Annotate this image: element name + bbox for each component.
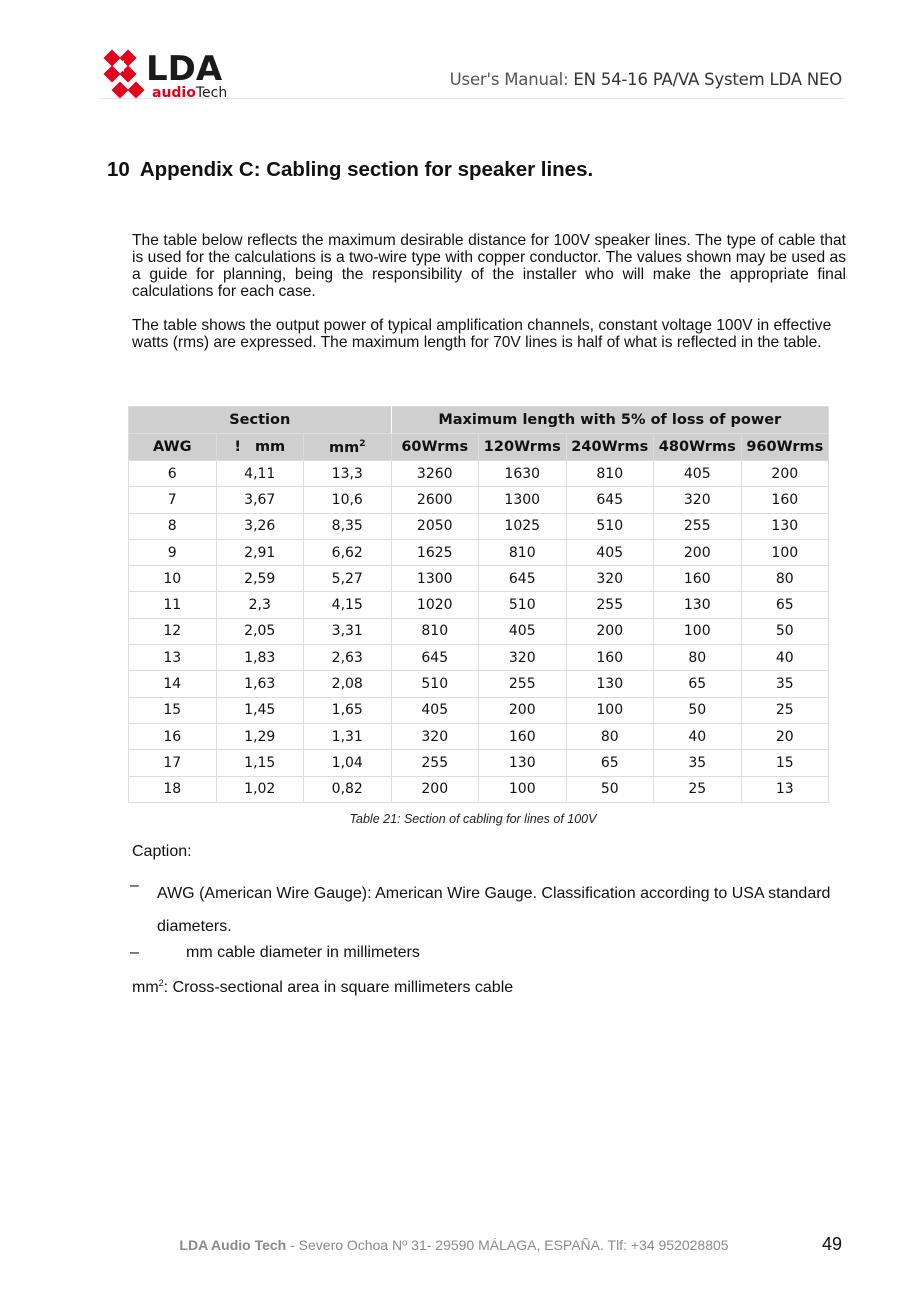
table-cell: 200	[654, 539, 742, 565]
table-cell: 2600	[391, 487, 479, 513]
table-cell: 18	[129, 776, 217, 802]
table-cell: 255	[654, 513, 742, 539]
power-column-header: 960Wrms	[741, 434, 829, 461]
table-cell: 810	[479, 539, 567, 565]
table-cell: 1630	[479, 461, 567, 487]
table-cell: 645	[391, 645, 479, 671]
table-body	[129, 461, 829, 803]
table-cell: 9	[129, 539, 217, 565]
area-unit: mm	[329, 439, 360, 456]
table-cell: 80	[566, 723, 654, 749]
table-cell: 1,04	[304, 750, 392, 776]
table-cell: 25	[654, 776, 742, 802]
power-column-header: 480Wrms	[654, 434, 742, 461]
table-cell: 16	[129, 723, 217, 749]
table-cell: 255	[391, 750, 479, 776]
table-cell: 405	[391, 697, 479, 723]
table-cell: 15	[129, 697, 217, 723]
table-column-header-row	[129, 434, 829, 461]
table-cell: 14	[129, 671, 217, 697]
table-cell: 65	[654, 671, 742, 697]
table-cell: 810	[566, 461, 654, 487]
area-column-header	[304, 434, 392, 461]
table-cell: 100	[741, 539, 829, 565]
table-cell: 320	[479, 645, 567, 671]
power-column-header: 60Wrms	[391, 434, 479, 461]
max-length-group-header: Maximum length with 5% of loss of power	[391, 407, 829, 434]
table-cell: 11	[129, 592, 217, 618]
table-cell: 35	[741, 671, 829, 697]
table-cell: 17	[129, 750, 217, 776]
table-cell: 6,62	[304, 539, 392, 565]
table-cell: 1,29	[216, 723, 304, 749]
table-cell: 40	[741, 645, 829, 671]
table-cell: 2,3	[216, 592, 304, 618]
legend-mm2-superscript: 2	[158, 978, 164, 988]
table-cell: 1,15	[216, 750, 304, 776]
document-title	[450, 70, 842, 89]
table-cell: 1300	[391, 566, 479, 592]
legend-mm2-text: : Cross-sectional area in square millimeters cable	[163, 979, 514, 996]
diameter-unit: mm	[254, 439, 286, 455]
table-cell: 50	[741, 618, 829, 644]
footer-company: LDA Audio Tech	[179, 1237, 287, 1253]
table-row	[129, 513, 829, 539]
table-cell: 13	[741, 776, 829, 802]
logo-diamonds-icon	[104, 50, 145, 99]
table-cell: 160	[479, 723, 567, 749]
table-row	[129, 723, 829, 749]
footer-address: - Severo Ochoa Nº 31- 29590 MÁLAGA, ESPAÑA. Tlf: +34 952028805	[286, 1237, 729, 1253]
table-cell: 13,3	[304, 461, 392, 487]
table-cell: 10	[129, 566, 217, 592]
table-row	[129, 618, 829, 644]
section-number: 10	[107, 158, 130, 181]
table-cell: 50	[566, 776, 654, 802]
table-row	[129, 487, 829, 513]
legend-label: Caption:	[132, 843, 192, 860]
table-cell: 200	[566, 618, 654, 644]
table-cell: 4,11	[216, 461, 304, 487]
table-cell: 645	[566, 487, 654, 513]
awg-column-header: AWG	[129, 434, 217, 461]
table-cell: 1,65	[304, 697, 392, 723]
table-cell: 80	[654, 645, 742, 671]
table-cell: 1,31	[304, 723, 392, 749]
table-cell: 8	[129, 513, 217, 539]
table-cell: 2,59	[216, 566, 304, 592]
table-cell: 35	[654, 750, 742, 776]
table-row	[129, 697, 829, 723]
table-cell: 3260	[391, 461, 479, 487]
table-cell: 255	[479, 671, 567, 697]
legend-item-mm: mm cable diameter in millimeters	[186, 944, 420, 961]
table-cell: 1,63	[216, 671, 304, 697]
table-cell: 645	[479, 566, 567, 592]
legend-item-awg: AWG (American Wire Gauge): American Wire Gauge. Classification according to USA standard diameters.	[157, 885, 831, 935]
table-cell: 405	[654, 461, 742, 487]
table-cell: 65	[566, 750, 654, 776]
table-cell: 3,26	[216, 513, 304, 539]
table-cell: 510	[479, 592, 567, 618]
diameter-column-header	[216, 434, 304, 461]
legend-mm2-unit: mm	[132, 979, 159, 996]
table-cell: 1625	[391, 539, 479, 565]
table-cell: 80	[741, 566, 829, 592]
table-cell: 20	[741, 723, 829, 749]
table-cell: 1,02	[216, 776, 304, 802]
table-cell: 200	[479, 697, 567, 723]
table-cell: 130	[566, 671, 654, 697]
table-cell: 320	[391, 723, 479, 749]
table-cell: 405	[566, 539, 654, 565]
table-cell: 100	[479, 776, 567, 802]
table-cell: 100	[654, 618, 742, 644]
table-cell: 130	[654, 592, 742, 618]
table-row	[129, 566, 829, 592]
table-cell: 5,27	[304, 566, 392, 592]
table-cell: 1025	[479, 513, 567, 539]
table-cell: 2,63	[304, 645, 392, 671]
table-row	[129, 539, 829, 565]
table-cell: 7	[129, 487, 217, 513]
table-row	[129, 461, 829, 487]
table-cell: 320	[566, 566, 654, 592]
table-cell: 510	[566, 513, 654, 539]
table-cell: 2,91	[216, 539, 304, 565]
table-cell: 1300	[479, 487, 567, 513]
table-cell: 100	[566, 697, 654, 723]
table-cell: 13	[129, 645, 217, 671]
table-cell: 4,15	[304, 592, 392, 618]
table-cell: 160	[654, 566, 742, 592]
section-group-header: Section	[129, 407, 392, 434]
table-cell: 3,67	[216, 487, 304, 513]
power-paragraph: The table shows the output power of typical amplification channels, constant voltage 100V in effective watts (rms) are expressed. The maximum length for 70V lines is half of what is reflected in the table.	[132, 317, 832, 351]
svg-text:audioTech: audioTech	[152, 85, 228, 101]
page-footer	[0, 1237, 908, 1253]
table-cell: 6	[129, 461, 217, 487]
table-cell: 8,35	[304, 513, 392, 539]
table-cell: 1,45	[216, 697, 304, 723]
lda-audiotech-logo	[100, 46, 250, 102]
page-number: 49	[822, 1234, 843, 1254]
table-cell: 2050	[391, 513, 479, 539]
table-cell: 3,31	[304, 618, 392, 644]
table-cell: 810	[391, 618, 479, 644]
diameter-symbol: !	[234, 439, 241, 455]
table-cell: 2,08	[304, 671, 392, 697]
table-cell: 1,83	[216, 645, 304, 671]
table-group-header-row	[129, 407, 829, 434]
table-cell: 320	[654, 487, 742, 513]
table-cell: 1020	[391, 592, 479, 618]
table-cell: 15	[741, 750, 829, 776]
title-prefix: User's Manual:	[449, 70, 569, 89]
legend-item-mm2	[132, 978, 513, 997]
table-cell: 160	[566, 645, 654, 671]
cabling-table	[128, 406, 829, 803]
table-cell: 160	[741, 487, 829, 513]
table-cell: 130	[479, 750, 567, 776]
table-cell: 0,82	[304, 776, 392, 802]
section-heading	[107, 158, 593, 182]
table-row	[129, 645, 829, 671]
table-cell: 510	[391, 671, 479, 697]
power-column-header: 120Wrms	[479, 434, 567, 461]
table-row	[129, 592, 829, 618]
list-dash: –	[130, 944, 139, 961]
table-cell: 405	[479, 618, 567, 644]
table-cell: 130	[741, 513, 829, 539]
area-unit-superscript: 2	[359, 438, 366, 449]
list-dash: –	[130, 877, 139, 894]
table-caption: Table 21: Section of cabling for lines of 100V	[349, 812, 597, 826]
table-cell: 2,05	[216, 618, 304, 644]
table-cell: 25	[741, 697, 829, 723]
table-cell: 10,6	[304, 487, 392, 513]
title-main: EN 54-16 PA/VA System LDA NEO	[573, 70, 842, 89]
table-cell: 255	[566, 592, 654, 618]
table-cell: 12	[129, 618, 217, 644]
power-column-header: 240Wrms	[566, 434, 654, 461]
table-cell: 200	[741, 461, 829, 487]
table-row	[129, 750, 829, 776]
table-cell: 40	[654, 723, 742, 749]
table-row	[129, 671, 829, 697]
table-row	[129, 776, 829, 802]
intro-paragraph: The table below reflects the maximum desirable distance for 100V speaker lines. The type of cable that is used for the calculations is a two-wire type with copper conductor. The values shown may be used as a guide for planning, being the responsibility of the installer who will make the appropriate final calculations for each case.	[132, 232, 846, 300]
table-cell: 50	[654, 697, 742, 723]
section-title: Appendix C: Cabling section for speaker lines.	[139, 158, 594, 181]
header-divider	[100, 98, 844, 99]
table-cell: 65	[741, 592, 829, 618]
table-cell: 200	[391, 776, 479, 802]
svg-text:LDA: LDA	[146, 49, 223, 89]
